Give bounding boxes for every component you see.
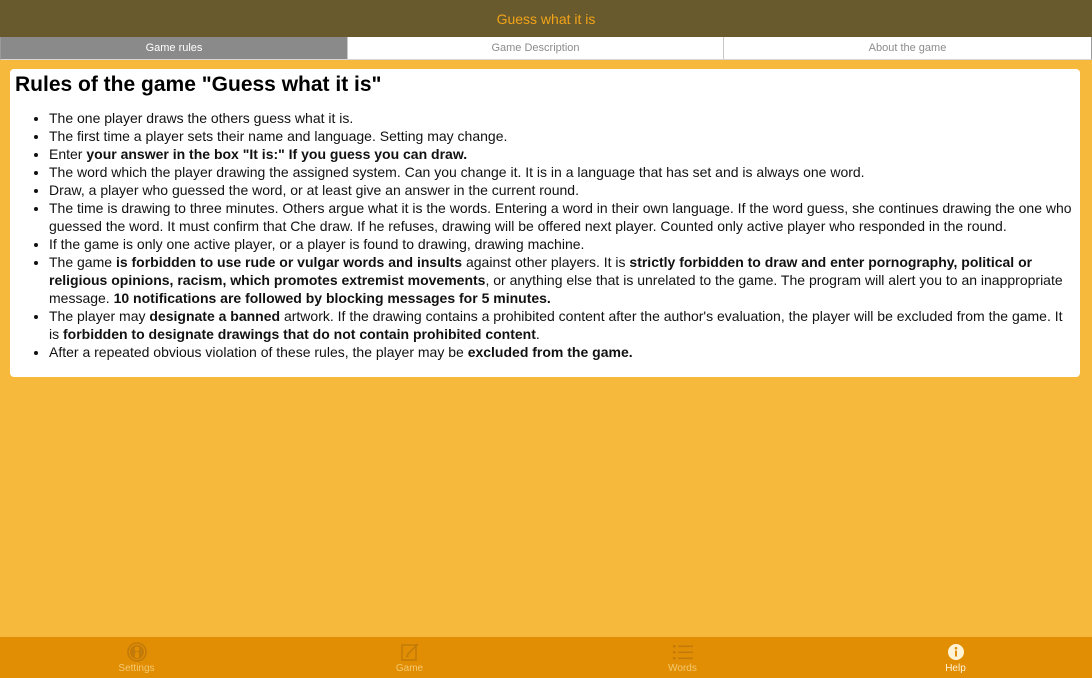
nav-label: Game [395, 663, 424, 674]
rule-item [49, 343, 1075, 361]
nav-label: Settings [118, 663, 155, 674]
tab-game-rules[interactable]: Game rules [1, 37, 348, 59]
rules-list [15, 109, 1075, 361]
rule-text: The game [49, 254, 116, 270]
nav-words[interactable] [546, 637, 819, 678]
rule-item [49, 253, 1075, 307]
rule-item [49, 127, 1075, 145]
rule-item [49, 307, 1075, 343]
rule-text: The player may [49, 308, 150, 324]
rule-text: artwork. If the drawing contains a prohibited content after the author's evaluation, the player will be excluded from the game. It is [49, 308, 1063, 342]
tab-about-the-game[interactable]: About the game [868, 42, 947, 54]
rule-emphasis: forbidden to designate drawings that do not contain prohibited content [63, 326, 536, 342]
rule-text: The time is drawing to three minutes. Others argue what it is the words. Entering a word in their own language. If the word guess, she continues drawing the one who guessed the word. It must confirm that Che draw. If he refuses, drawing will be offered next player. Counted only active player who responded in the round. [49, 200, 1072, 234]
rule-item [49, 145, 1075, 163]
rule-emphasis: excluded from the game. [467, 344, 633, 360]
rule-text: . [535, 326, 540, 342]
rule-text: After a repeated obvious violation of these rules, the player may be [49, 344, 468, 360]
rule-emphasis: is forbidden to use rude or vulgar words and insults [115, 254, 463, 270]
bottom-nav [0, 637, 1092, 678]
rule-item [49, 109, 1075, 127]
rule-text: The first time a player sets their name and language. Setting may change. [49, 128, 508, 144]
settings-icon [126, 642, 148, 662]
rule-emphasis: strictly forbidden to draw and enter pornography, political or religious opinions, racism, which promotes extremist movements [49, 254, 1033, 288]
tab-game-description[interactable]: Game Description [348, 37, 724, 59]
title-bar [0, 0, 1092, 37]
rule-text: The one player draws the others guess what it is. [49, 110, 354, 126]
rule-text: Draw, a player who guessed the word, or at least give an answer in the current round. [49, 182, 579, 198]
nav-game[interactable] [273, 637, 546, 678]
rule-item [49, 235, 1075, 253]
rule-item [49, 163, 1075, 181]
rule-emphasis: designate a banned [149, 308, 281, 324]
rule-emphasis: your answer in the box "It is:" If you guess you can draw. [86, 146, 468, 162]
rule-text: , or anything else that is unrelated to the game. The program will alert you to an inappropriate message. [49, 272, 1063, 306]
rule-text: Enter [49, 146, 87, 162]
page-title: Rules of the game "Guess what it is" [15, 73, 382, 96]
rule-emphasis: 10 notifications are followed by blocking messages for 5 minutes. [113, 290, 551, 306]
rules-panel [10, 69, 1080, 377]
tab-bar [0, 37, 1092, 60]
rule-text: If the game is only one active player, or a player is found to drawing, drawing machine. [49, 236, 585, 252]
nav-settings[interactable] [0, 637, 273, 678]
info-icon [945, 642, 967, 662]
nav-label: Words [668, 663, 697, 674]
nav-help[interactable] [819, 637, 1092, 678]
app-title: Guess what it is [496, 10, 596, 27]
rule-item [49, 199, 1075, 235]
nav-label: Help [945, 663, 966, 674]
edit-icon [399, 642, 421, 662]
rule-text: The word which the player drawing the assigned system. Can you change it. It is in a language that has set and is always one word. [49, 164, 865, 180]
rule-item [49, 181, 1075, 199]
rule-text: against other players. It is [462, 254, 630, 270]
list-icon [672, 642, 694, 662]
